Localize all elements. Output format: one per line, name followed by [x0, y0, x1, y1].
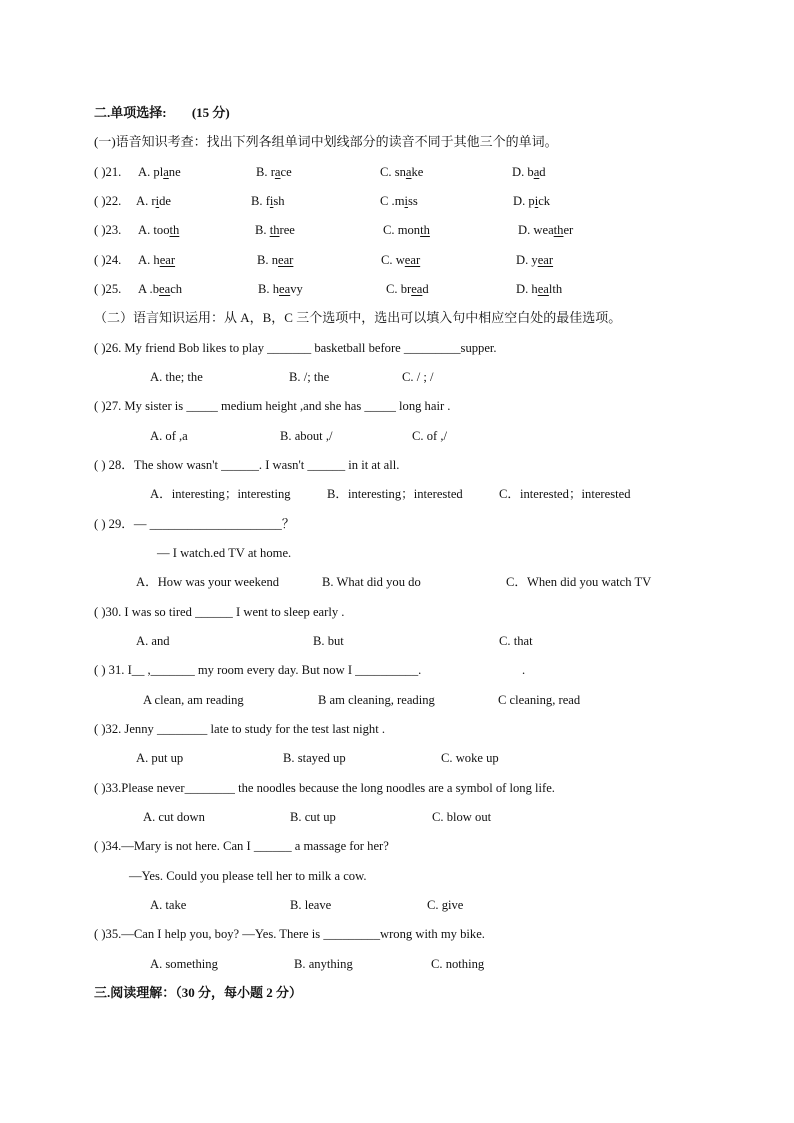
section-3-heading: 三.阅读理解：（30 分，每小题 2 分）	[94, 985, 303, 1000]
phonetic-option	[513, 193, 550, 209]
question-28-option-b: B．interesting；interested	[327, 487, 463, 501]
question-33-option-b: B. cut up	[290, 810, 336, 824]
question-27-option-a: A. of ,a	[150, 429, 188, 443]
part-2-instruction: （二）语言知识运用：从 A，B，C 三个选项中，选出可以填入句中相应空白处的最佳选项。	[94, 310, 622, 325]
question-32-option-c: C. woke up	[441, 751, 499, 765]
question-30-option-a: A. and	[136, 634, 170, 648]
underlined-letters: ear	[159, 253, 176, 267]
question-29-reply: — I watch.ed TV at home.	[157, 546, 292, 560]
question-number: ( )23.	[94, 223, 122, 237]
phonetic-option	[258, 281, 303, 297]
underlined-letters: ea	[279, 282, 291, 296]
option-text: B. f	[251, 194, 270, 208]
phonetic-option	[257, 252, 293, 268]
phonetic-option	[138, 164, 181, 180]
section-2-title: 二.单项选择:	[94, 105, 167, 120]
section-2-score: (15 分)	[191, 105, 230, 120]
underlined-letters: i	[269, 194, 274, 208]
option-text: sh	[273, 194, 285, 208]
phonetic-option	[255, 222, 295, 238]
question-33-option-c: C. blow out	[432, 810, 492, 824]
option-text: de	[159, 194, 171, 208]
option-text: ch	[170, 282, 183, 296]
underlined-letters: th	[553, 223, 564, 237]
part-1-instruction: (一)语音知识考查：找出下列各组单词中划线部分的读音不同于其他三个的单词。	[94, 134, 558, 149]
question-30-option-b: B. but	[313, 634, 344, 648]
option-text: B.	[255, 223, 270, 237]
question-27-option-c: C. of ,/	[412, 429, 447, 443]
option-text: ke	[411, 165, 424, 179]
question-number: ( )21.	[94, 165, 122, 179]
option-text: D. b	[512, 165, 534, 179]
option-text: A. pl	[138, 165, 164, 179]
phonetic-option	[136, 193, 171, 209]
option-text: D. wea	[518, 223, 554, 237]
question-number: ( )24.	[94, 253, 122, 267]
question-31-option-a: A clean, am reading	[143, 693, 244, 707]
question-35-stem: ( )35.—Can I help you, boy? —Yes. There is _________wrong with my bike.	[94, 927, 485, 941]
option-text: C. br	[386, 282, 412, 296]
question-27-stem: ( )27. My sister is _____ medium height ,and she has _____ long hair .	[94, 399, 451, 413]
question-30-stem: ( )30. I was so tired ______ I went to sleep early .	[94, 605, 345, 619]
option-text: ck	[538, 194, 551, 208]
option-text: B. h	[258, 282, 279, 296]
phonetic-option	[386, 281, 429, 297]
option-text: A. too	[138, 223, 170, 237]
option-text: d	[539, 165, 546, 179]
phonetic-option	[383, 222, 430, 238]
option-text: D. h	[516, 282, 538, 296]
underlined-letters: ear	[278, 253, 294, 267]
phonetic-option	[251, 193, 285, 209]
question-29-option-b: B. What did you do	[322, 575, 421, 589]
question-34-stem: ( )34.—Mary is not here. Can I ______ a massage for her?	[94, 839, 389, 853]
option-text: B. r	[256, 165, 275, 179]
question-31-option-b: B am cleaning, reading	[318, 693, 435, 707]
question-29-option-c: C．When did you watch TV	[506, 575, 652, 589]
option-text: D. y	[516, 253, 538, 267]
phonetic-option	[381, 252, 420, 268]
question-31-stray-dot: .	[522, 663, 526, 677]
option-text: C. sn	[380, 165, 406, 179]
underlined-letters: ea	[159, 282, 171, 296]
question-28-option-a: A．interesting；interesting	[150, 487, 291, 501]
option-text: D. p	[513, 194, 535, 208]
question-31-stem: ( ) 31. I__ ,_______ my room every day. But now I __________.	[94, 663, 422, 677]
option-text: C. mon	[383, 223, 421, 237]
phonetic-option	[516, 281, 562, 297]
question-32-stem: ( )32. Jenny ________ late to study for the test last night .	[94, 722, 386, 736]
underlined-letters: a	[274, 165, 281, 179]
question-29-option-a: A．How was your weekend	[136, 575, 280, 589]
option-text: C. w	[381, 253, 405, 267]
question-number: ( )25.	[94, 282, 122, 296]
question-33-option-a: A. cut down	[143, 810, 205, 824]
underlined-letters: th	[269, 223, 280, 237]
option-text: ree	[279, 223, 295, 237]
question-32-option-b: B. stayed up	[283, 751, 346, 765]
underlined-letters: a	[405, 165, 412, 179]
option-text: A .b	[138, 282, 159, 296]
question-34-option-c: C. give	[427, 898, 464, 912]
option-text: lth	[548, 282, 563, 296]
phonetic-option	[380, 164, 423, 180]
underlined-letters: i	[534, 194, 539, 208]
option-text: ss	[408, 194, 418, 208]
option-text: A. h	[138, 253, 160, 267]
option-text: er	[563, 223, 574, 237]
section-2-heading	[94, 105, 230, 121]
option-text: ce	[280, 165, 292, 179]
option-text: vy	[290, 282, 303, 296]
underlined-letters: ea	[537, 282, 549, 296]
question-35-option-b: B. anything	[294, 957, 353, 971]
underlined-letters: ear	[537, 253, 554, 267]
option-text: C .m	[380, 194, 405, 208]
question-number: ( )22.	[94, 194, 122, 208]
underlined-letters: a	[163, 165, 169, 179]
underlined-letters: i	[155, 194, 160, 208]
question-33-stem: ( )33.Please never________ the noodles because the long noodles are a symbol of long life.	[94, 781, 555, 795]
phonetic-option	[138, 252, 175, 268]
underlined-letters: th	[169, 223, 180, 237]
question-31-option-c: C cleaning, read	[498, 693, 581, 707]
option-text: ne	[168, 165, 181, 179]
question-34-option-b: B. leave	[290, 898, 332, 912]
underlined-letters: a	[533, 165, 540, 179]
question-28-stem: ( ) 28．The show wasn't ______. I wasn't ______ in it at all.	[94, 458, 400, 472]
question-30-option-c: C. that	[499, 634, 533, 648]
question-26-option-b: B. /; the	[289, 370, 330, 384]
phonetic-option	[138, 222, 179, 238]
underlined-letters: ear	[404, 253, 421, 267]
question-26-stem: ( )26. My friend Bob likes to play _______ basketball before _________supper.	[94, 341, 497, 355]
question-27-option-b: B. about ,/	[280, 429, 333, 443]
question-28-option-c: C．interested；interested	[499, 487, 631, 501]
question-34-reply: —Yes. Could you please tell her to milk a cow.	[129, 869, 367, 883]
underlined-letters: th	[420, 223, 430, 237]
question-35-option-c: C. nothing	[431, 957, 485, 971]
phonetic-option	[512, 164, 546, 180]
question-26-option-c: C. / ; /	[402, 370, 434, 384]
phonetic-option	[138, 281, 182, 297]
underlined-letters: i	[404, 194, 408, 208]
underlined-letters: ea	[411, 282, 423, 296]
question-32-option-a: A. put up	[136, 751, 184, 765]
phonetic-option	[256, 164, 292, 180]
phonetic-option	[380, 193, 418, 209]
option-text: A. r	[136, 194, 156, 208]
phonetic-option	[518, 222, 573, 238]
question-34-option-a: A. take	[150, 898, 187, 912]
question-35-option-a: A. something	[150, 957, 218, 971]
phonetic-option	[516, 252, 553, 268]
option-text: B. n	[257, 253, 278, 267]
question-26-option-a: A. the; the	[150, 370, 203, 384]
option-text: d	[422, 282, 429, 296]
question-29-stem: ( ) 29．— _____________________？	[94, 517, 295, 531]
